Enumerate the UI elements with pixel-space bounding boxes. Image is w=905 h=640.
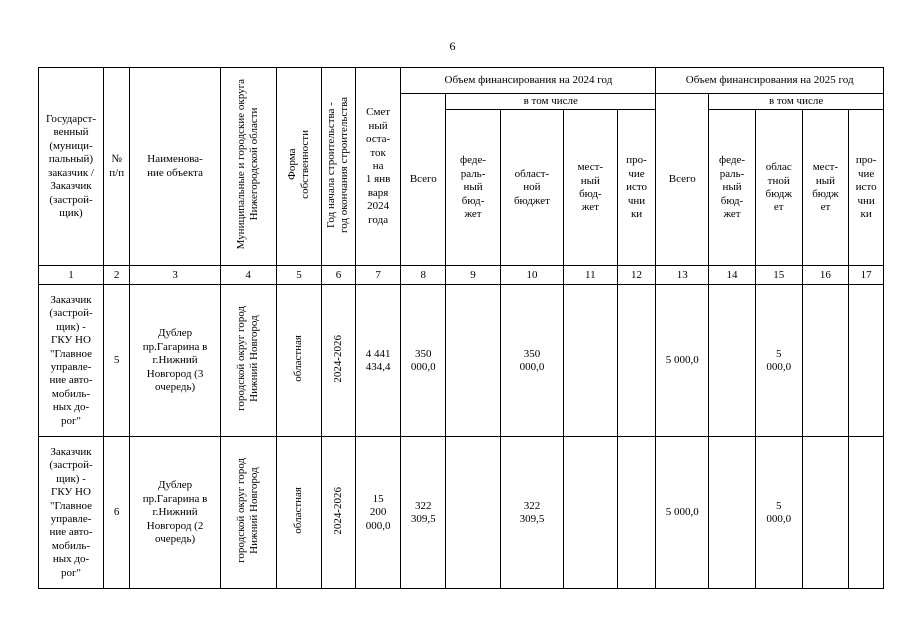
column-number: 7	[355, 266, 401, 285]
column-numbers-row	[39, 266, 884, 285]
total-2025-cell: 5 000,0	[656, 285, 709, 437]
header-construction-years: Год начала строительства - год окончания строительства	[322, 68, 356, 266]
local-2025-cell	[802, 437, 849, 589]
object-name-cell: Дублер пр.Гагарина в г.Нижний Новгород (2 очередь)	[130, 437, 220, 589]
column-number: 6	[322, 266, 356, 285]
district-cell: городской округ город Нижний Новгород	[220, 285, 276, 437]
header-ownership: Форма собственности	[276, 68, 322, 266]
other-2025-cell	[849, 437, 884, 589]
table-row	[39, 285, 884, 437]
object-name-cell: Дублер пр.Гагарина в г.Нижний Новгород (3 очередь)	[130, 285, 220, 437]
column-number: 16	[802, 266, 849, 285]
federal-2024-cell	[446, 285, 501, 437]
header-local-2024: мест- ный бюд- жет	[563, 110, 617, 266]
total-2024-cell: 350 000,0	[401, 285, 446, 437]
column-number: 3	[130, 266, 220, 285]
federal-2024-cell	[446, 437, 501, 589]
header-federal-2024: феде- раль- ный бюд- жет	[446, 110, 501, 266]
column-number: 8	[401, 266, 446, 285]
financing-table	[38, 67, 884, 589]
local-2025-cell	[802, 285, 849, 437]
column-number: 11	[563, 266, 617, 285]
district-cell: городской округ город Нижний Новгород	[220, 437, 276, 589]
column-number: 9	[446, 266, 501, 285]
ownership-cell: областная	[276, 285, 322, 437]
header-estimate-balance: Смет ный оста- ток на 1 янв варя 2024 года	[355, 68, 401, 266]
regional-2024-cell: 322 309,5	[500, 437, 563, 589]
header-including-2025: в том числе	[709, 94, 884, 110]
other-2024-cell	[617, 285, 656, 437]
header-total-2024: Всего	[401, 94, 446, 266]
column-number: 15	[755, 266, 802, 285]
customer-cell: Заказчик (застрой- щик) - ГКУ НО "Главное управле- ние авто- мобиль- ных до- рог"	[39, 285, 104, 437]
header-regional-2025: облас тной бюдж ет	[755, 110, 802, 266]
header-federal-2025: феде- раль- ный бюд- жет	[709, 110, 756, 266]
header-object-name: Наименова- ние объекта	[130, 68, 220, 266]
local-2024-cell	[563, 285, 617, 437]
header-customer: Государст- венный (муници- пальный) заказчик / Заказчик (застрой- щик)	[39, 68, 104, 266]
column-number: 1	[39, 266, 104, 285]
federal-2025-cell	[709, 285, 756, 437]
column-number: 5	[276, 266, 322, 285]
estimate-balance-cell: 4 441 434,4	[355, 285, 401, 437]
row-number-cell: 6	[103, 437, 129, 589]
total-2024-cell: 322 309,5	[401, 437, 446, 589]
local-2024-cell	[563, 437, 617, 589]
column-number: 12	[617, 266, 656, 285]
other-2024-cell	[617, 437, 656, 589]
table-row	[39, 437, 884, 589]
row-number-cell: 5	[103, 285, 129, 437]
federal-2025-cell	[709, 437, 756, 589]
page-number: 6	[449, 39, 456, 53]
estimate-balance-cell: 15 200 000,0	[355, 437, 401, 589]
column-number: 2	[103, 266, 129, 285]
header-other-2024: про- чие исто чни ки	[617, 110, 656, 266]
column-number: 4	[220, 266, 276, 285]
total-2025-cell: 5 000,0	[656, 437, 709, 589]
column-number: 10	[500, 266, 563, 285]
column-number: 17	[849, 266, 884, 285]
regional-2024-cell: 350 000,0	[500, 285, 563, 437]
other-2025-cell	[849, 285, 884, 437]
regional-2025-cell: 5 000,0	[755, 285, 802, 437]
header-number: № п/п	[103, 68, 129, 266]
header-total-2025: Всего	[656, 94, 709, 266]
header-district: Муниципальные и городские округа Нижегородской области	[220, 68, 276, 266]
ownership-cell: областная	[276, 437, 322, 589]
column-number: 14	[709, 266, 756, 285]
construction-years-cell: 2024-2026	[322, 437, 356, 589]
header-other-2025: про- чие исто чни ки	[849, 110, 884, 266]
header-financing-2025: Объем финансирования на 2025 год	[656, 68, 884, 94]
customer-cell: Заказчик (застрой- щик) - ГКУ НО "Главное управле- ние авто- мобиль- ных до- рог"	[39, 437, 104, 589]
header-local-2025: мест- ный бюдж ет	[802, 110, 849, 266]
regional-2025-cell: 5 000,0	[755, 437, 802, 589]
header-financing-2024: Объем финансирования на 2024 год	[401, 68, 656, 94]
header-including-2024: в том числе	[446, 94, 656, 110]
header-regional-2024: област- ной бюджет	[500, 110, 563, 266]
construction-years-cell: 2024-2026	[322, 285, 356, 437]
column-number: 13	[656, 266, 709, 285]
